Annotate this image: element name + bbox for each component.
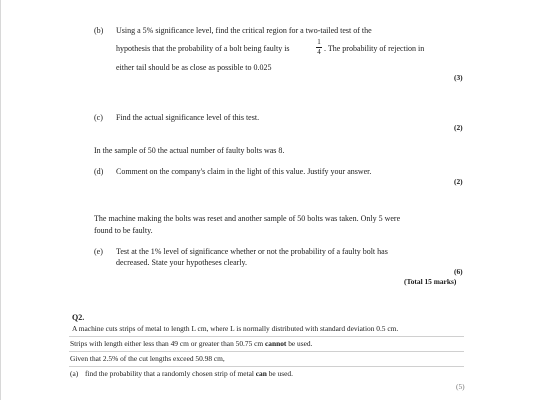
part-b-line-2-pre: hypothesis that the probability of a bolt being faulty is [116, 44, 290, 53]
fraction-denominator: 4 [317, 48, 321, 56]
part-b-marks: (3) [454, 73, 463, 82]
part-b-line-1: Using a 5% significance level, find the critical region for a two-tailed test of the [116, 26, 372, 35]
part-e-line-1: Test at the 1% level of significance whether or not the probability of a faulty bolt has [116, 247, 388, 256]
part-e-marks: (6) [454, 267, 463, 276]
part-c-label: (c) [94, 113, 103, 122]
part-e-label: (e) [94, 247, 103, 256]
q2-line-2-pre: Strips with length either less than 49 cm or greater than 50.75 cm [70, 339, 264, 348]
part-b-line-2 [116, 45, 290, 53]
q2-line-1: A machine cuts strips of metal to length L cm, where L is normally distributed with standard deviation 0.5 cm. [72, 324, 399, 333]
q2-line-2 [70, 340, 312, 347]
q2-part-a-marks: (5) [456, 382, 465, 391]
part-b-label: (b) [94, 26, 104, 35]
total-marks: (Total 15 marks) [404, 277, 457, 286]
q2-line-3: Given that 2.5% of the cut lengths exceed 50.98 cm, [70, 354, 225, 363]
part-d-marks: (2) [454, 177, 463, 186]
q2-line-2-bold: cannot [265, 339, 287, 348]
part-b-line-2-post: . The probability of rejection in [324, 44, 425, 53]
part-e-line-2: decreased. State your hypotheses clearly. [116, 258, 247, 267]
question-2-heading: Q2. [72, 313, 85, 322]
part-c-text: Find the actual significance level of this test. [116, 113, 260, 122]
fraction-numerator: 1 [317, 38, 321, 46]
sample-statement: In the sample of 50 the actual number of faulty bolts was 8. [94, 146, 285, 155]
reset-line-1: The machine making the bolts was reset and another sample of 50 bolts was taken. Only 5 were [94, 214, 401, 223]
reset-line-2: found to be faulty. [94, 226, 153, 235]
divider [69, 351, 464, 352]
part-d-label: (d) [94, 167, 104, 176]
divider [69, 336, 464, 337]
fraction-one-quarter [316, 39, 322, 56]
q2-part-a-label: (a) [70, 369, 79, 378]
part-d-text: Comment on the company's claim in the light of this value. Justify your answer. [116, 167, 372, 176]
q2-part-a-text [85, 370, 293, 377]
q2-part-a-post: be used. [268, 369, 293, 378]
q2-line-2-post: be used. [288, 339, 313, 348]
part-c-marks: (2) [454, 123, 463, 132]
q2-part-a-pre: find the probability that a randomly chosen strip of metal [85, 369, 254, 378]
q2-part-a-bold: can [255, 369, 267, 378]
divider [69, 366, 464, 367]
part-b-line-3: either tail should be as close as possible to 0.025 [116, 63, 272, 72]
